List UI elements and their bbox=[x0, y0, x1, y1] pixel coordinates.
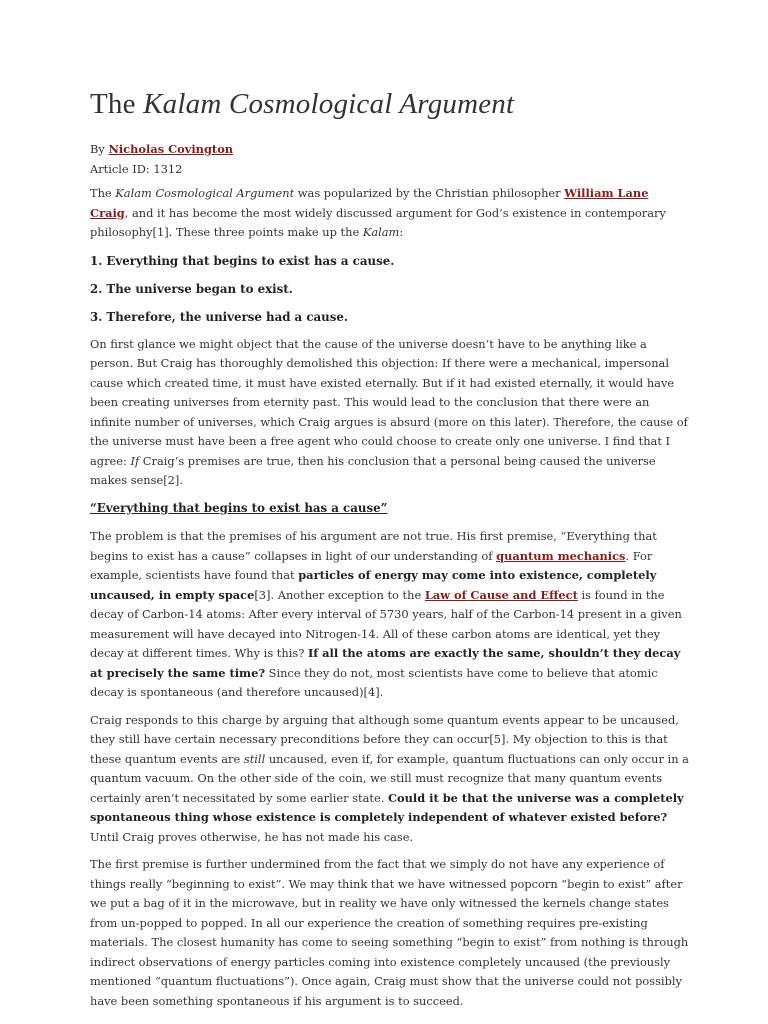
bold-text: If all the atoms are exactly the same, shouldn’t they decay at precisely the same time? bbox=[90, 646, 681, 680]
italic-text: Kalam Cosmological Argument bbox=[115, 186, 295, 200]
byline-prefix: By bbox=[90, 142, 109, 156]
text: , and it has become the most widely discussed argument for God’s existence in contemporary philosophy[1]. These three points make up the bbox=[90, 205, 666, 239]
article-title bbox=[90, 88, 514, 121]
title-italic: Kalam Cosmological Argument bbox=[143, 88, 515, 120]
text: is found in the decay of Carbon-14 atoms: After every interval of 5730 years, half of the Carbon-14 present in a given measurement will have decayed into Nitrogen-14. All of these carbon atoms are identical, yet they decay at different times. Why is this? bbox=[90, 587, 682, 660]
bold-text: Could it be that the universe was a completely spontaneous thing whose existence is completely independent of whatever existed before? bbox=[90, 790, 684, 824]
title-prefix: The bbox=[90, 88, 144, 120]
bold-text: particles of energy may come into existence, completely uncaused, in empty space bbox=[90, 568, 657, 602]
quantum-mechanics-link[interactable]: quantum mechanics bbox=[496, 548, 626, 563]
byline bbox=[90, 139, 233, 159]
paragraph-first-premise: The first premise is further undermined from the fact that we simply do not have any experience of things really “beginning to exist”. We may think that we have witnessed popcorn “begin to exist” after we put a bag of it in the microwave, but in reality we have only witnessed the kernels change states from un-popped to popped. In all our experience the creation of something requires pre-existing materials. The closest humanity has come to seeing something “begin to exist” from nothing is through indirect observations of energy particles coming into existence completely uncaused (the previously mentioned “quantum fluctuations”). Once again, Craig must show that the universe could not possibly have been something spontaneous if his argument is to succeed. bbox=[90, 857, 689, 1008]
william-lane-craig-link[interactable]: William Lane Craig bbox=[90, 186, 649, 220]
text: : bbox=[399, 225, 404, 239]
premise-3: 3. Therefore, the universe had a cause. bbox=[90, 309, 348, 324]
text: uncaused, even if, for example, quantum fluctuations can only occur in a quantum vacuum. On the other side of the coin, we still must recognize that many quantum events certainly aren’t necessitated by some earlier state. bbox=[90, 751, 689, 805]
text: The problem is that the premises of his argument are not true. His first premise, “Everything that begins to exist has a cause” collapses in light of our understanding of bbox=[90, 529, 657, 563]
paragraph-objection bbox=[90, 335, 690, 491]
premise-2: 2. The universe began to exist. bbox=[90, 281, 293, 296]
intro-paragraph bbox=[90, 184, 690, 243]
text: was popularized by the Christian philosopher bbox=[294, 186, 565, 200]
law-of-cause-and-effect-link[interactable]: Law of Cause and Effect bbox=[424, 587, 578, 602]
text: Craig’s premises are true, then his conclusion that a personal being caused the universe makes sense[2]. bbox=[90, 453, 656, 487]
paragraph-craig-response bbox=[90, 711, 690, 848]
italic-text: If bbox=[130, 453, 140, 468]
article-meta bbox=[90, 139, 233, 179]
premise-1: 1. Everything that begins to exist has a cause. bbox=[90, 253, 395, 268]
text: [3]. Another exception to the bbox=[254, 587, 425, 602]
text: Craig responds to this charge by arguing that although some quantum events appear to be uncaused, they still have certain necessary preconditions before they can occur[5]. My objection to this is that these quantum events are bbox=[90, 712, 679, 766]
text: Since they do not, most scientists have come to believe that atomic decay is spontaneous (and therefore uncaused)[4]. bbox=[90, 665, 658, 699]
text: Until Craig proves otherwise, he has not made his case. bbox=[90, 829, 414, 844]
text: The bbox=[90, 186, 116, 200]
italic-text: still bbox=[243, 751, 266, 766]
article-body bbox=[90, 184, 690, 1019]
paragraph-quantum bbox=[90, 527, 690, 703]
text: On first glance we might object that the cause of the universe doesn’t have to be anything like a person. But Craig has thoroughly demolished this objection: If there were a mechanical, impersonal cause which created time, it must have existed eternally. But if it had existed eternally, it would have been creating universes from eternity past. This would lead to the conclusion that there were an infinite number of universes, which Craig argues is absurd (more on this later). Therefore, the cause of the universe must have been a free agent who could choose to create only one universe. I find that I agree: bbox=[90, 336, 688, 468]
italic-text: Kalam bbox=[362, 225, 400, 239]
text: . For example, scientists have found that bbox=[90, 548, 653, 582]
section-heading: “Everything that begins to exist has a cause” bbox=[90, 500, 388, 515]
author-link[interactable]: Nicholas Covington bbox=[108, 142, 234, 156]
article-id: Article ID: 1312 bbox=[90, 162, 183, 176]
